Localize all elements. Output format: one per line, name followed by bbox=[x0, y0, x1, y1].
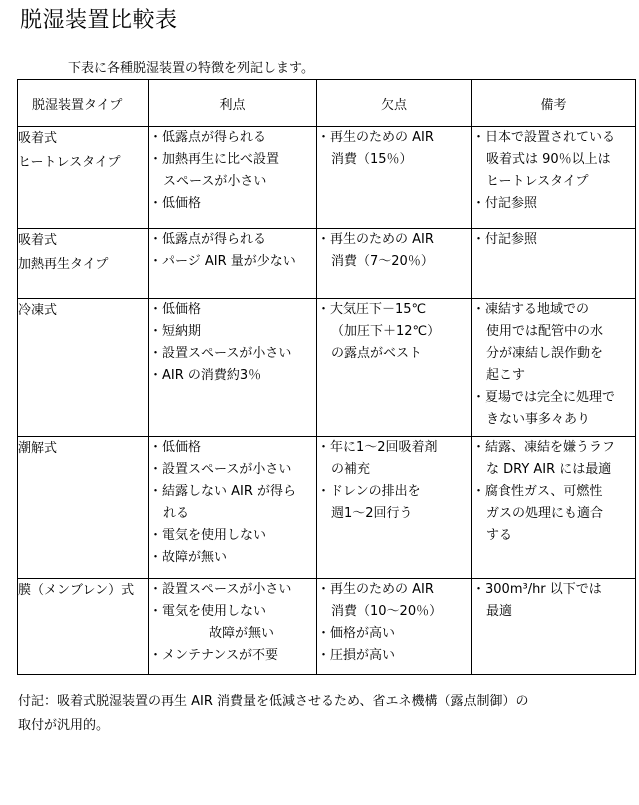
type-cell bbox=[18, 127, 149, 229]
header-notes: 備考 bbox=[472, 80, 636, 127]
cons-cell bbox=[317, 299, 472, 437]
cons-item: ・価格が高い bbox=[317, 626, 396, 641]
header-type: 脱湿装置タイプ bbox=[18, 80, 149, 127]
notes-item: ガスの処理にも適合 bbox=[486, 506, 604, 521]
cons-cell bbox=[317, 437, 472, 579]
pros-item: ・メンテナンスが不要 bbox=[149, 648, 278, 663]
footnote-line: 取付が汎用的。 bbox=[18, 718, 110, 733]
cons-cell bbox=[317, 579, 472, 675]
pros-item: ・加熱再生に比べ設置 bbox=[149, 152, 280, 167]
notes-cell bbox=[472, 229, 636, 299]
type-cell bbox=[18, 299, 149, 437]
type-cell bbox=[18, 229, 149, 299]
cons-item: 消費（10～20％） bbox=[331, 604, 443, 619]
pros-cell bbox=[149, 579, 317, 675]
notes-cell bbox=[472, 299, 636, 437]
intro-text: 下表に各種脱湿装置の特徴を列記します。 bbox=[68, 61, 314, 76]
cons-item: の露点がベスト bbox=[331, 346, 423, 361]
table-row bbox=[18, 229, 636, 299]
cons-item: ・年に1～2回吸着剤 bbox=[317, 440, 438, 455]
notes-item: 使用では配管中の水 bbox=[486, 324, 604, 339]
notes-item: ・300m³/hr 以下では bbox=[472, 582, 602, 597]
cons-item: ・再生のための AIR bbox=[317, 130, 434, 145]
type-label: 加熱再生タイプ bbox=[18, 257, 109, 272]
cons-item: の補充 bbox=[331, 462, 371, 477]
table-row bbox=[18, 579, 636, 675]
type-label: 吸着式 bbox=[18, 131, 58, 146]
pros-item: ・設置スペースが小さい bbox=[149, 462, 292, 477]
cons-cell bbox=[317, 127, 472, 229]
pros-item: ・短納期 bbox=[149, 324, 202, 339]
notes-item: ・付記参照 bbox=[472, 196, 538, 211]
footnote-line: 付記：吸着式脱湿装置の再生 AIR 消費量を低減させるため、省エネ機構（露点制御）の bbox=[18, 694, 529, 709]
notes-item: ・腐食性ガス、可燃性 bbox=[472, 484, 603, 499]
pros-item: ・低価格 bbox=[149, 440, 202, 455]
pros-item: ・低価格 bbox=[149, 196, 202, 211]
type-label: 膜（メンブレン）式 bbox=[18, 583, 135, 598]
notes-item: 分が凍結し誤作動を bbox=[486, 346, 604, 361]
pros-item: ・低価格 bbox=[149, 302, 202, 317]
notes-item: ・結露、凍結を嫌うラフ bbox=[472, 440, 616, 455]
header-row bbox=[18, 80, 636, 127]
cons-item: ・大気圧下－15℃ bbox=[317, 302, 427, 317]
type-cell bbox=[18, 579, 149, 675]
pros-item: ・設置スペースが小さい bbox=[149, 346, 292, 361]
pros-item: スペースが小さい bbox=[163, 174, 267, 189]
notes-item: 最適 bbox=[486, 604, 513, 619]
pros-cell bbox=[149, 299, 317, 437]
pros-item: 故障が無い bbox=[209, 626, 275, 641]
cons-item: ・ドレンの排出を bbox=[317, 484, 421, 499]
pros-item: ・低露点が得られる bbox=[149, 130, 267, 145]
pros-cell bbox=[149, 127, 317, 229]
notes-item: な DRY AIR には最適 bbox=[486, 462, 612, 477]
cons-item: （加圧下＋12℃） bbox=[331, 324, 441, 339]
pros-item: ・電気を使用しない bbox=[149, 604, 267, 619]
table-row bbox=[18, 299, 636, 437]
cons-item: ・圧損が高い bbox=[317, 648, 396, 663]
pros-item: ・設置スペースが小さい bbox=[149, 582, 292, 597]
notes-item: ・凍結する地域での bbox=[472, 302, 590, 317]
notes-cell bbox=[472, 127, 636, 229]
notes-item: ・付記参照 bbox=[472, 232, 538, 247]
comparison-table bbox=[17, 79, 636, 675]
pros-item: ・結露しない AIR が得ら bbox=[149, 484, 297, 499]
type-label: ヒートレスタイプ bbox=[18, 155, 121, 170]
type-label: 潮解式 bbox=[18, 441, 58, 456]
table-row bbox=[18, 127, 636, 229]
pros-item: れる bbox=[163, 506, 190, 521]
notes-item: ・日本で設置されている bbox=[472, 130, 616, 145]
type-label: 冷凍式 bbox=[18, 303, 58, 318]
document-title: 脱湿装置比較表 bbox=[20, 8, 178, 33]
cons-item: 週1～2回行う bbox=[331, 506, 413, 521]
header-cons: 欠点 bbox=[317, 80, 472, 127]
cons-item: 消費（7～20％） bbox=[331, 254, 434, 269]
notes-item: きない事多々あり bbox=[486, 412, 591, 427]
pros-item: ・故障が無い bbox=[149, 550, 228, 565]
notes-item: 吸着式は 90％以上は bbox=[486, 152, 611, 167]
type-cell bbox=[18, 437, 149, 579]
notes-cell bbox=[472, 437, 636, 579]
header-pros: 利点 bbox=[149, 80, 317, 127]
notes-item: する bbox=[486, 528, 513, 543]
cons-cell bbox=[317, 229, 472, 299]
notes-item: ヒートレスタイプ bbox=[486, 174, 589, 189]
cons-item: ・再生のための AIR bbox=[317, 232, 434, 247]
pros-cell bbox=[149, 437, 317, 579]
notes-item: ・夏場では完全に処理で bbox=[472, 390, 616, 405]
type-label: 吸着式 bbox=[18, 233, 58, 248]
notes-item: 起こす bbox=[486, 368, 526, 383]
footnote bbox=[18, 690, 529, 738]
pros-item: ・電気を使用しない bbox=[149, 528, 267, 543]
pros-item: ・低露点が得られる bbox=[149, 232, 267, 247]
cons-item: ・再生のための AIR bbox=[317, 582, 434, 597]
pros-cell bbox=[149, 229, 317, 299]
table-row bbox=[18, 437, 636, 579]
pros-item: ・パージ AIR 量が少ない bbox=[149, 254, 296, 269]
pros-item: ・AIR の消費約3％ bbox=[149, 368, 262, 383]
notes-cell bbox=[472, 579, 636, 675]
cons-item: 消費（15％） bbox=[331, 152, 413, 167]
